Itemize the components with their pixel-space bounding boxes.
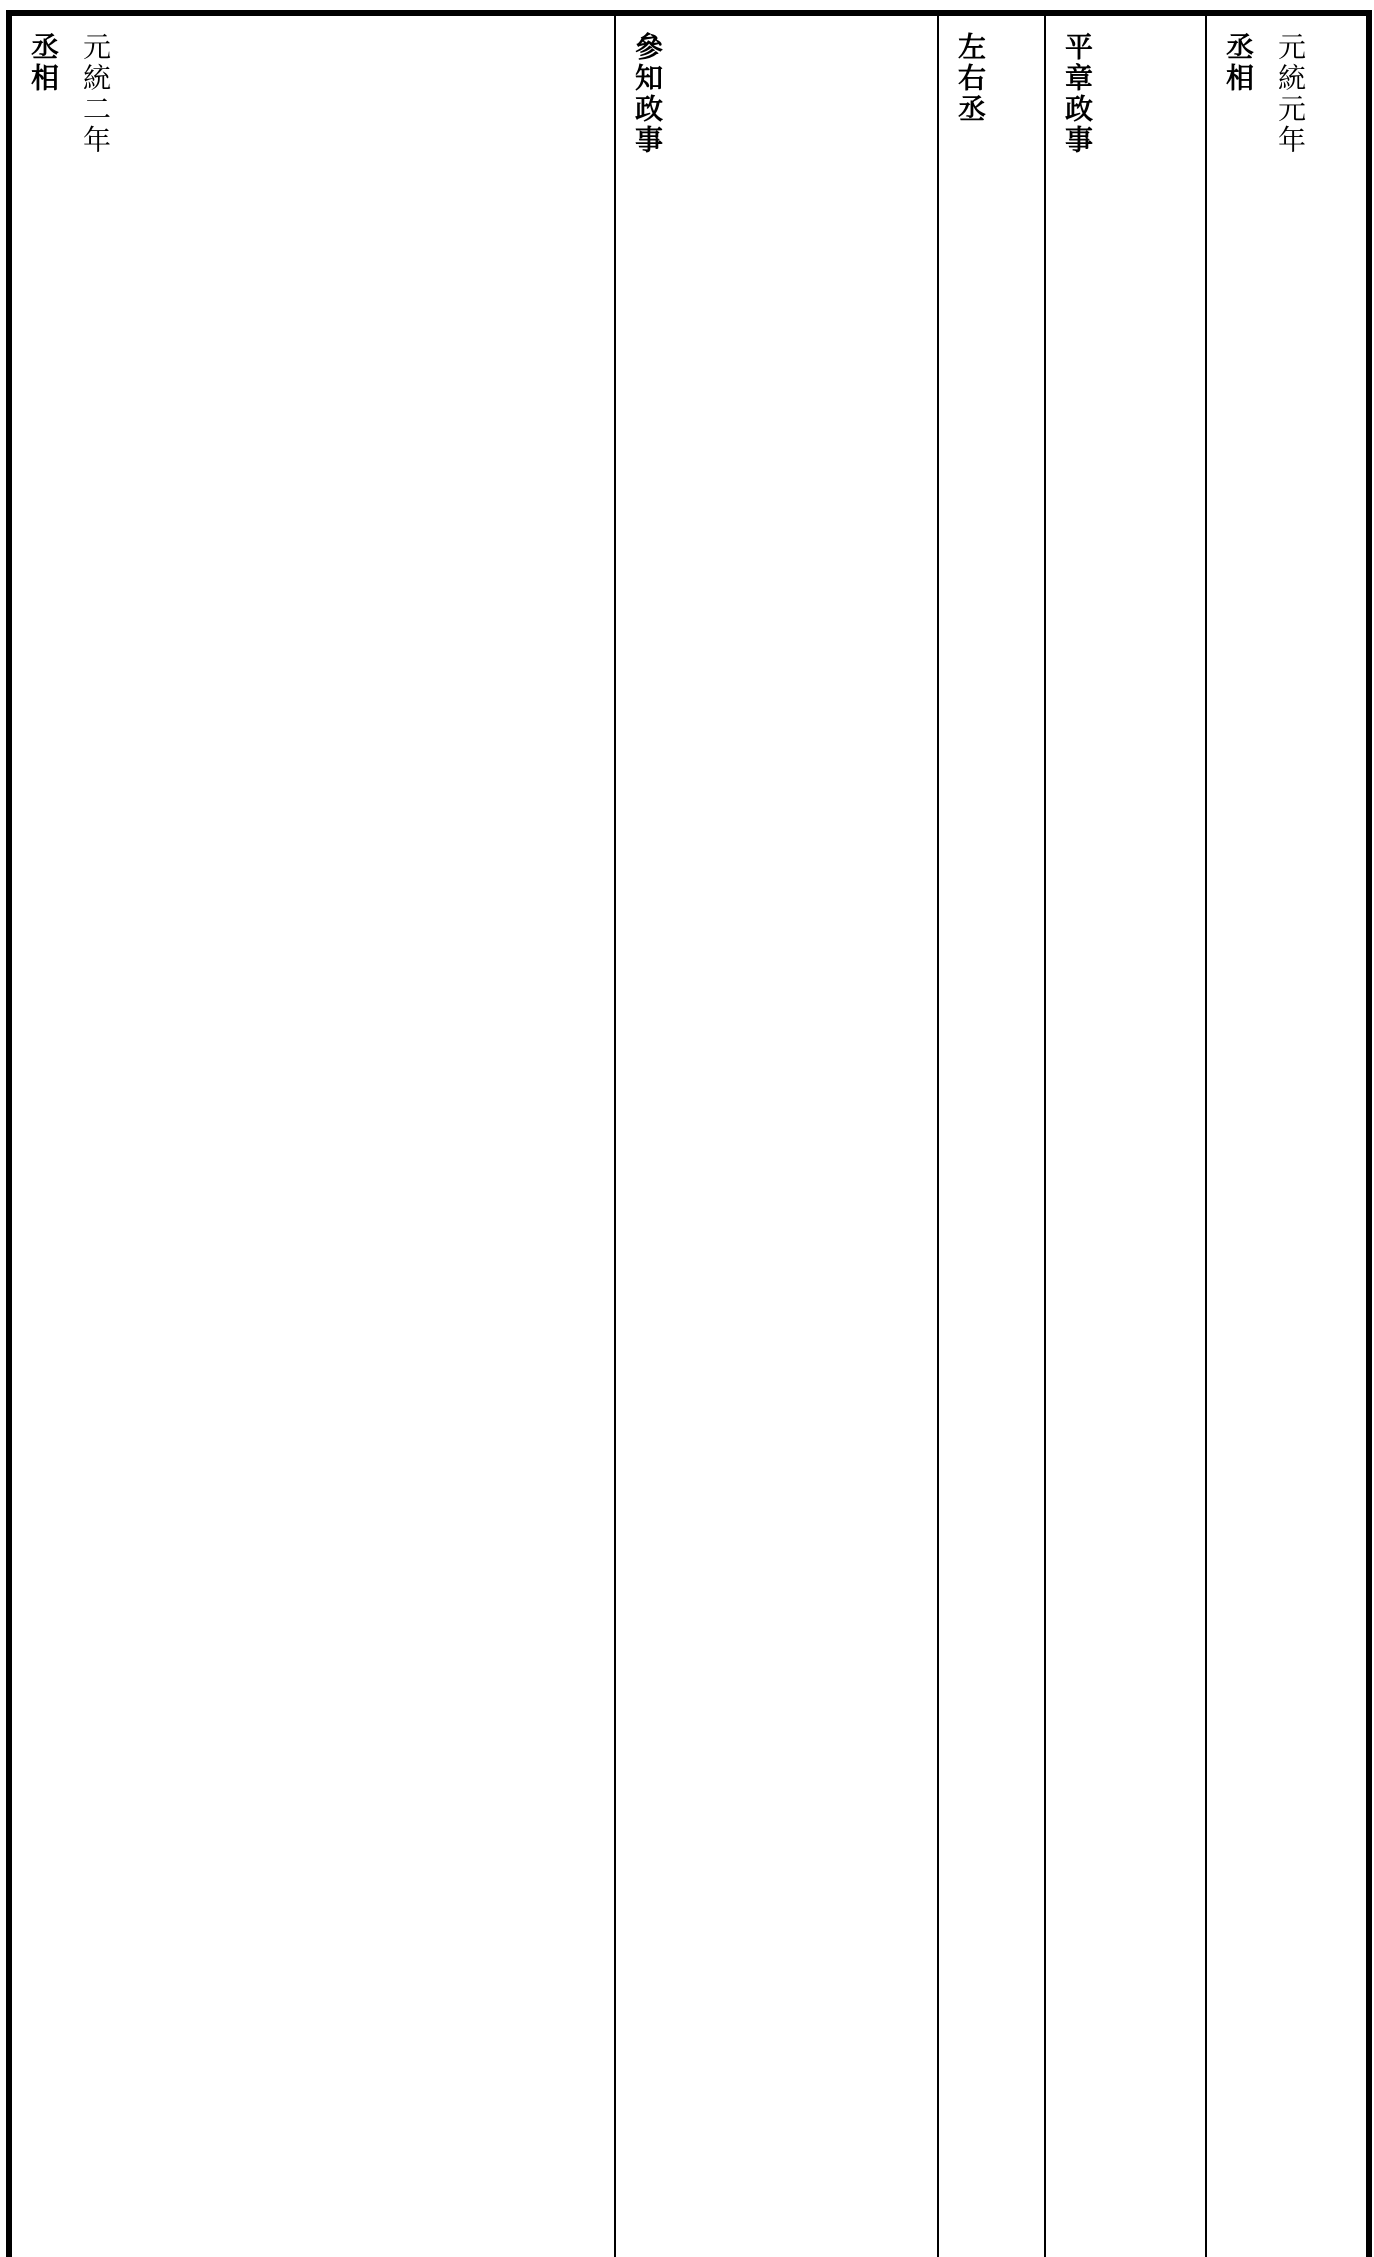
header-row: [9, 13, 1369, 2257]
chronology-table: [6, 10, 1372, 2257]
office-title-chengxiang1: 丞相: [1222, 32, 1253, 94]
office-title-zuoyou: 左右丞: [954, 32, 985, 125]
office-title-chengxiang2: 丞相: [27, 32, 58, 94]
header-zuoyou-cheng: [938, 13, 1045, 2257]
office-title-canzhi: 參知政事: [631, 32, 662, 156]
header-canzhi-zhengshi: [615, 13, 938, 2257]
header-pingzhang-zhengshi: [1045, 13, 1206, 2257]
office-title-pingzhang: 平章政事: [1061, 32, 1092, 156]
era-label-year1: 元統元年: [1274, 32, 1305, 156]
era-label-year2: 元統二年: [79, 32, 110, 156]
header-chengxiang-year1: [1206, 13, 1369, 2257]
header-chengxiang-year2: [9, 13, 615, 2257]
